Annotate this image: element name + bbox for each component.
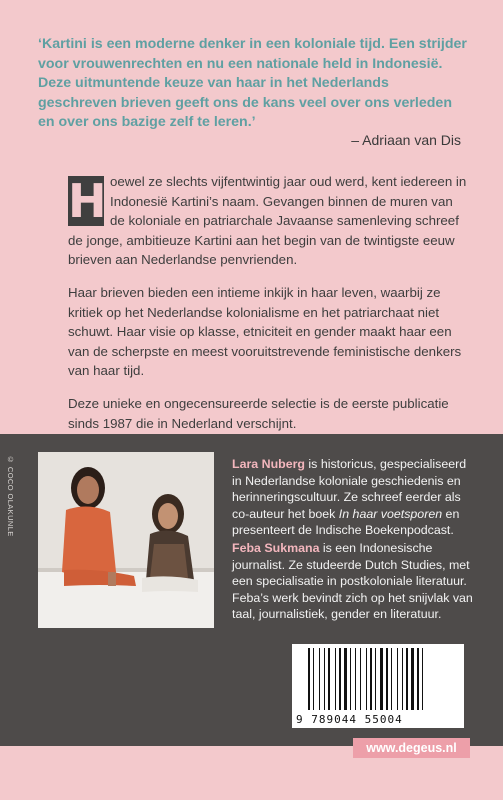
barcode-bar [380, 648, 383, 710]
barcode-bar [328, 648, 330, 710]
barcode-bar [344, 648, 347, 710]
barcode-bars [292, 648, 464, 714]
barcode-bar [335, 648, 336, 710]
barcode-bar [355, 648, 356, 710]
author-photo-illustration [38, 452, 214, 628]
barcode-bar [417, 648, 419, 710]
barcode-bar [370, 648, 372, 710]
synopsis-paragraph-3: Deze unieke en ongecensureerde selectie is de eerste publicatie sinds 1987 die in Nederland verschijnt. [68, 395, 449, 431]
bio-feba-text: is een Indonesische journalist. Ze studeerde Dutch Studies, met een specialisatie in postkoloniale literatuur. Feba’s werk bevindt zich op het snijvlak van taal, journalistiek, gender en literatuur. [232, 541, 473, 622]
barcode-bar [319, 648, 320, 710]
bio-feba-sukmana [232, 540, 476, 623]
bio-lara-nuberg [232, 456, 476, 539]
barcode-bar [350, 648, 351, 710]
synopsis-paragraph-1-text: oewel ze slechts vijfentwintig jaar oud werd, kent iedereen in Indonesië Kartini’s naam. Gevangen binnen de muren van de koloniale en patriarchale Javaanse samenleving schreef de jonge, ambitieuze Kartini aan het begin van de twintigste eeuw brieven aan Nederlandse penvrienden. [68, 174, 467, 268]
bio-lara-text-end: en presenteert de Indische Boekenpodcast. [232, 506, 460, 538]
isbn-barcode [292, 644, 464, 728]
synopsis-paragraph-1 [68, 172, 470, 270]
drop-cap: H [68, 174, 107, 228]
author-name-lara: Lara Nuberg [232, 457, 305, 471]
barcode-bar [360, 648, 361, 710]
barcode-digits: 9 789044 55004 [296, 713, 403, 726]
synopsis [68, 172, 470, 446]
barcode-bar [422, 648, 423, 710]
barcode-bar [339, 648, 341, 710]
barcode-bar [397, 648, 398, 710]
barcode-bar [391, 648, 392, 710]
barcode-bar [324, 648, 325, 710]
barcode-bar [386, 648, 388, 710]
synopsis-paragraph-2: Haar brieven bieden een intieme inkijk in haar leven, waarbij ze kritiek op het Nederlandse kolonialisme en het patriarchaat niet schuwt. Haar visie op klasse, etniciteit en gender maakt haar een van de scherpste en meest vooruitstrevende feministische denkers van haar tijd. [68, 284, 462, 379]
barcode-bar [366, 648, 367, 710]
barcode-bar [308, 648, 310, 710]
barcode-bar [313, 648, 314, 710]
bio-lara-text: is historicus, gespecialiseerd in Nederlandse koloniale geschiedenis en herinneringscultuur. Ze schreef eerder als co-auteur het boek [232, 457, 467, 521]
book-title: In haar voetsporen [338, 506, 443, 521]
author-name-feba: Feba Sukmana [232, 541, 320, 555]
barcode-bar [411, 648, 414, 710]
blurb-author: – Adriaan van Dis [351, 132, 461, 148]
publisher-website[interactable]: www.degeus.nl [353, 738, 470, 758]
author-photo [38, 452, 214, 628]
blurb-quote: ‘Kartini is een moderne denker in een koloniale tijd. Een strijder voor vrouwenrechten en nu een nationale held in Indonesië. Deze uitmuntende keuze van haar in het Nederlands geschreven brieven geeft ons de kans veel over ons verleden en over ons bazige zelf te leren.’ [38, 36, 467, 130]
photo-credit: © COCO OLAKUNLE [6, 455, 15, 537]
barcode-bar [402, 648, 403, 710]
barcode-bar [406, 648, 408, 710]
barcode-bar [375, 648, 376, 710]
